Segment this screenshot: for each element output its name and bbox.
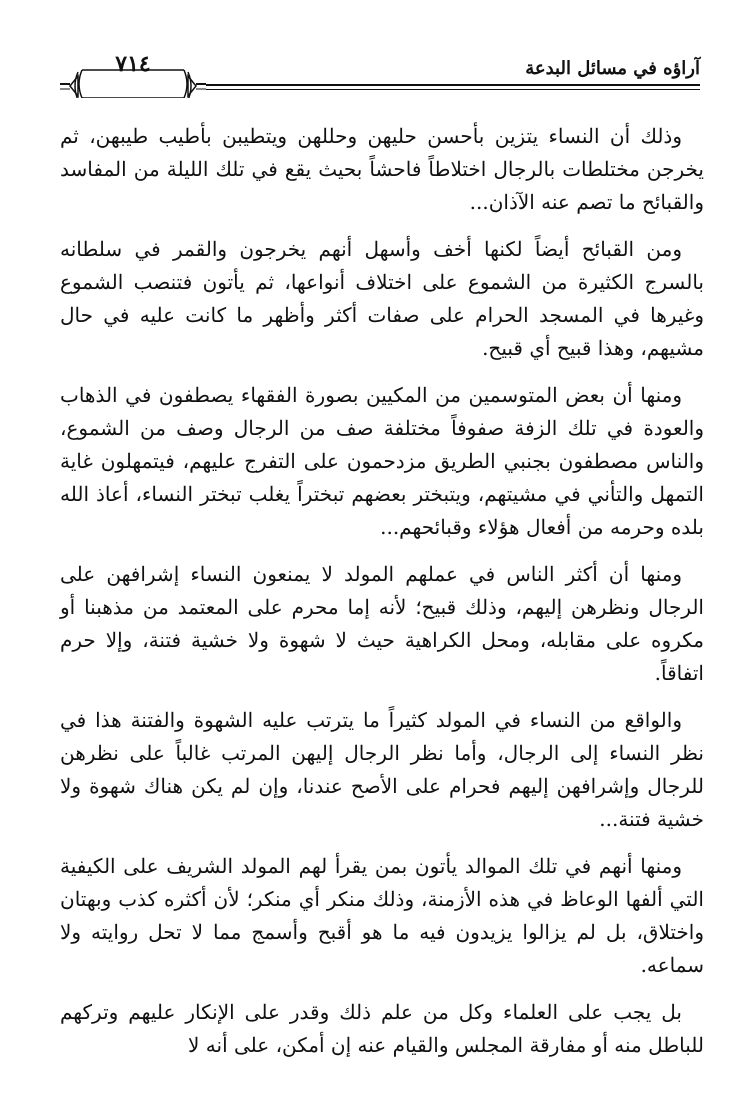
page-body: [60, 120, 704, 1062]
paragraph: والواقع من النساء في المولد كثيراً ما يترتب عليه الشهوة والفتنة هذا في نظر النساء إلى الرجال، وأما نظر الرجال إليهن المرتب غالباً على نظرهن للرجال وإشرافهن إليهم فحرام على الأصح عندنا، وإن لم يكن هناك شهوة ولا خشية فتنة...: [60, 708, 704, 831]
paragraph: وذلك أن النساء يتزين بأحسن حليهن وحللهن ويتطيبن بأطيب طيبهن، ثم يخرجن مختلطات بالرجال اختلاطاً فاحشاً بحيث يقع في تلك الليلة من المفاسد والقبائح ما تصم عنه الآذان...: [60, 124, 704, 214]
paragraph: ومنها أن بعض المتوسمين من المكيين بصورة الفقهاء يصطفون في الذهاب والعودة في تلك الزفة صفوفاً مختلفة صف من الرجال وصف من الشموع، والناس مصطفون بجنبي الطريق مزدحمون على التفرج عليهم، فيتمهلون غاية التمهل والتأني في مشيتهم، ويتبختر بعضهم تبختراً يغلب تبختر النساء، أعاذ الله بلده وحرمه من أفعال هؤلاء وقبائحهم...: [60, 383, 704, 539]
running-title: آراؤه في مسائل البدعة: [525, 58, 700, 79]
paragraph: ومنها أنهم في تلك الموالد يأتون بمن يقرأ لهم المولد الشريف على الكيفية التي ألفها الوعاظ في هذه الأزمنة، وذلك منكر أي منكر؛ لأن أكثره كذب وبهتان واختلاق، بل لم يزالوا يزيدون فيه ما هو أقبح وأسمج مما لا تحل روايته ولا سماعه.: [60, 854, 704, 977]
page-header: [60, 48, 700, 98]
paragraph: بل يجب على العلماء وكل من علم ذلك وقدر على الإنكار عليهم وتركهم للباطل منه أو مفارقة المجلس والقيام عنه إن أمكن، على أنه لا: [60, 1000, 704, 1057]
page-number: ٧١٤: [115, 51, 151, 77]
header-rule-thick: [206, 84, 700, 86]
header-rule-thin: [206, 89, 700, 90]
page-number-box: [78, 48, 188, 80]
paragraph: ومنها أن أكثر الناس في عملهم المولد لا يمنعون النساء إشرافهن على الرجال ونظرهن إليهم، وذلك قبيح؛ لأنه إما محرم على المعتمد من مذهبنا أو مكروه على مقابله، ومحل الكراهية حيث لا شهوة ولا خشية فتنة، وإلا حرم اتفاقاً.: [60, 562, 704, 685]
paragraph: ومن القبائح أيضاً لكنها أخف وأسهل أنهم يخرجون والقمر في سلطانه بالسرج الكثيرة من الشموع على اختلاف أنواعها، ثم يأتون فتنصب الشموع وغيرها في المسجد الحرام على صفات أكثر وأظهر ما كانت عليه في حال مشيهم، وهذا قبيح أي قبيح.: [60, 237, 704, 360]
